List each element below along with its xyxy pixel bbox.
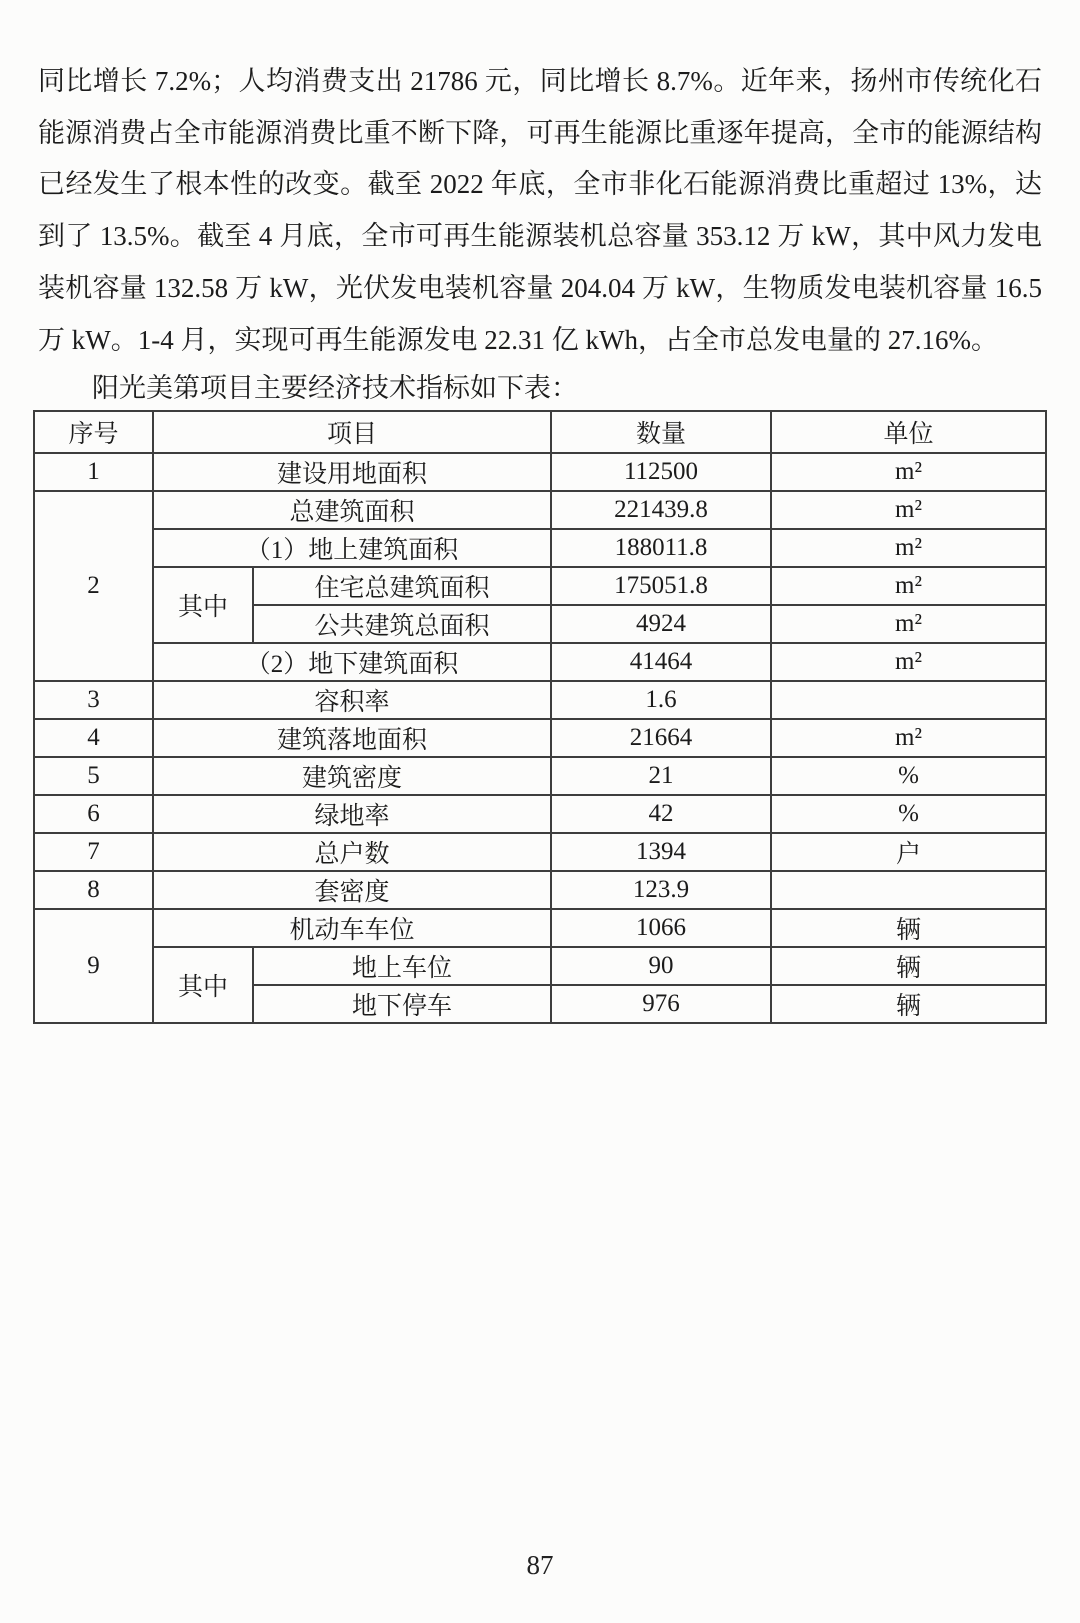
cell-quantity: 188011.8 [551,529,771,567]
header-quantity: 数量 [551,411,771,453]
cell-unit: 辆 [771,947,1046,985]
cell-unit: 辆 [771,985,1046,1023]
cell-item: （1）地上建筑面积 [153,529,551,567]
cell-index: 2 [34,491,153,681]
cell-quantity: 112500 [551,453,771,491]
cell-quantity: 42 [551,795,771,833]
cell-item: 总建筑面积 [153,491,551,529]
cell-unit: 辆 [771,909,1046,947]
cell-item: 绿地率 [153,795,551,833]
cell-quantity: 90 [551,947,771,985]
cell-item: 地下停车 [253,985,551,1023]
cell-index: 4 [34,719,153,757]
table-row [34,643,1046,681]
cell-item: 机动车车位 [153,909,551,947]
cell-unit: m² [771,605,1046,643]
paragraph-line: 到了 13.5%。截至 4 月底，全市可再生能源装机总容量 353.12 万 kW，其中风力发电 [38,221,1042,252]
header-item: 项目 [153,411,551,453]
cell-quantity: 21664 [551,719,771,757]
cell-unit [771,681,1046,719]
cell-item: 公共建筑总面积 [253,605,551,643]
table-row [34,757,1046,795]
cell-unit: m² [771,643,1046,681]
cell-quantity: 1.6 [551,681,771,719]
cell-item: 建筑密度 [153,757,551,795]
intro-paragraph [38,56,1042,366]
table-caption: 阳光美第项目主要经济技术指标如下表： [92,373,578,404]
cell-unit: % [771,795,1046,833]
table-row [34,795,1046,833]
cell-item: 套密度 [153,871,551,909]
table-header-row [34,411,1046,453]
cell-quantity: 41464 [551,643,771,681]
cell-index: 8 [34,871,153,909]
page-number: 87 [526,1550,554,1580]
cell-unit: 户 [771,833,1046,871]
indicators-table [33,410,1047,1024]
paragraph-line: 装机容量 132.58 万 kW，光伏发电装机容量 204.04 万 kW，生物质发电装机容量 16.5 [38,272,1042,303]
header-unit: 单位 [771,411,1046,453]
cell-quantity: 4924 [551,605,771,643]
cell-item: 住宅总建筑面积 [253,567,551,605]
table-row [34,453,1046,491]
cell-unit: m² [771,491,1046,529]
cell-item: （2）地下建筑面积 [153,643,551,681]
table-row [34,567,1046,605]
cell-index: 3 [34,681,153,719]
table-row [34,947,1046,985]
cell-item: 容积率 [153,681,551,719]
cell-quantity: 221439.8 [551,491,771,529]
cell-unit: m² [771,529,1046,567]
cell-quantity: 976 [551,985,771,1023]
table-row [34,833,1046,871]
cell-item: 地上车位 [253,947,551,985]
cell-item: 建筑落地面积 [153,719,551,757]
header-index: 序号 [34,411,153,453]
table-row [34,491,1046,529]
cell-index: 7 [34,833,153,871]
cell-quantity: 1066 [551,909,771,947]
cell-among-label: 其中 [153,947,253,1023]
cell-quantity: 123.9 [551,871,771,909]
cell-among-label: 其中 [153,567,253,643]
cell-quantity: 1394 [551,833,771,871]
paragraph-line: 已经发生了根本性的改变。截至 2022 年底，全市非化石能源消费比重超过 13%，达 [38,169,1042,200]
table-row [34,871,1046,909]
table-row [34,719,1046,757]
cell-item: 总户数 [153,833,551,871]
cell-quantity: 21 [551,757,771,795]
cell-index: 6 [34,795,153,833]
cell-index: 1 [34,453,153,491]
cell-index: 5 [34,757,153,795]
cell-unit: % [771,757,1046,795]
cell-unit: m² [771,719,1046,757]
paragraph-line: 能源消费占全市能源消费比重不断下降，可再生能源比重逐年提高，全市的能源结构 [38,117,1042,148]
table-row [34,681,1046,719]
paragraph-line: 同比增长 7.2%；人均消费支出 21786 元，同比增长 8.7%。近年来，扬州市传统化石 [38,66,1042,96]
paragraph-line: 万 kW。1-4 月，实现可再生能源发电 22.31 亿 kWh，占全市总发电量的 27.16%。 [38,324,998,355]
cell-unit [771,871,1046,909]
cell-unit: m² [771,567,1046,605]
cell-item: 建设用地面积 [153,453,551,491]
cell-quantity: 175051.8 [551,567,771,605]
table-row [34,909,1046,947]
table-row [34,529,1046,567]
cell-index: 9 [34,909,153,1023]
cell-unit: m² [771,453,1046,491]
